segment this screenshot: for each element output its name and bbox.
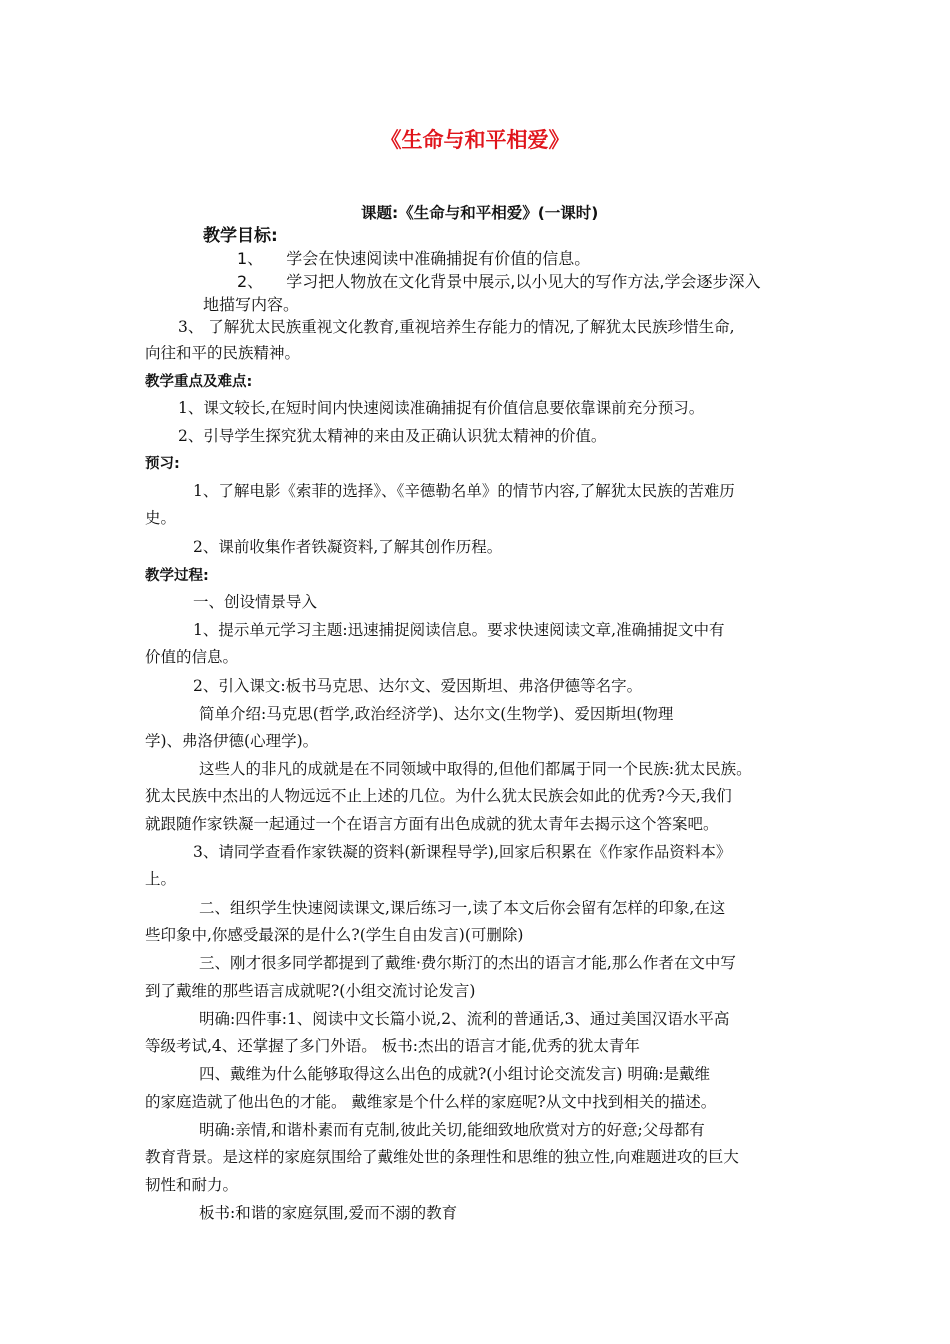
section-4-line-2: 的家庭造就了他出色的才能。 戴维家是个什么样的家庭呢?从文中找到相关的描述。 <box>145 1093 717 1111</box>
step-3-line-1: 3、请同学查看作家铁凝的资料(新课程导学),回家后积累在《作家作品资料本》 <box>193 843 732 861</box>
document-title: 《生命与和平相爱》 <box>380 128 570 152</box>
paragraph-line-3: 就跟随作家铁凝一起通过一个在语言方面有出色成就的犹太青年去揭示这个答案吧。 <box>145 815 719 833</box>
goal-1-number: 1、 <box>237 249 264 268</box>
step-1-line-2: 价值的信息。 <box>145 648 239 666</box>
section-1-heading: 一、创设情景导入 <box>193 593 318 611</box>
goal-2 <box>237 272 760 292</box>
section-2-line-2: 些印象中,你感受最深的是什么?(学生自由发言)(可删除) <box>145 926 524 944</box>
intro-line-1: 简单介绍:马克思(哲学,政治经济学)、达尔文(生物学)、爱因斯坦(物理 <box>199 705 674 723</box>
preview-heading: 预习: <box>145 456 180 472</box>
goal-2-number: 2、 <box>237 272 264 291</box>
key-points-heading: 教学重点及难点: <box>145 374 253 390</box>
goal-2-text: 学习把人物放在文化背景中展示,以小见大的写作方法,学会逐步深入 <box>286 272 761 291</box>
answer-2-line-2: 教育背景。是这样的家庭氛围给了戴维处世的条理性和思维的独立性,向难题进攻的巨大 <box>145 1148 739 1166</box>
section-3-line-2: 到了戴维的那些语言成就呢?(小组交流讨论发言) <box>145 982 476 1000</box>
preview-1-line-2: 史。 <box>145 509 177 527</box>
step-2: 2、引入课文:板书马克思、达尔文、爱因斯坦、弗洛伊德等名字。 <box>193 677 643 695</box>
answer-1-line-1: 明确:四件事:1、阅读中文长篇小说,2、流利的普通话,3、通过美国汉语水平高 <box>199 1010 730 1028</box>
answer-2-line-3: 韧性和耐力。 <box>145 1176 239 1194</box>
answer-1-line-2: 等级考试,4、还掌握了多门外语。 板书:杰出的语言才能,优秀的犹太青年 <box>145 1037 640 1055</box>
lesson-subtitle: 课题:《生命与和平相爱》(一课时) <box>361 204 599 222</box>
paragraph-line-2: 犹太民族中杰出的人物远远不止上述的几位。为什么犹太民族会如此的优秀?今天,我们 <box>145 787 732 805</box>
section-3-line-1: 三、刚才很多同学都提到了戴维·费尔斯汀的杰出的语言才能,那么作者在文中写 <box>199 954 736 972</box>
section-2-line-1: 二、组织学生快速阅读课文,课后练习一,读了本文后你会留有怎样的印象,在这 <box>199 899 726 917</box>
goal-1-text: 学会在快速阅读中准确捕捉有价值的信息。 <box>286 249 591 268</box>
goal-3-line-1: 3、 了解犹太民族重视文化教育,重视培养生存能力的情况,了解犹太民族珍惜生命, <box>178 318 735 336</box>
goal-1 <box>237 249 590 269</box>
preview-1-line-1: 1、了解电影《索菲的选择》、《辛德勒名单》的情节内容,了解犹太民族的苦难历 <box>193 482 735 500</box>
key-point-1: 1、课文较长,在短时间内快速阅读准确捕捉有价值信息要依靠课前充分预习。 <box>178 399 705 417</box>
process-heading: 教学过程: <box>145 568 209 584</box>
goal-2-continuation: 地描写内容。 <box>203 295 300 314</box>
preview-2: 2、课前收集作者铁凝资料,了解其创作历程。 <box>193 538 503 556</box>
board-note: 板书:和谐的家庭氛围,爱而不溺的教育 <box>199 1204 458 1222</box>
step-1-line-1: 1、提示单元学习主题:迅速捕捉阅读信息。要求快速阅读文章,准确捕捉文中有 <box>193 621 725 639</box>
section-4-line-1: 四、戴维为什么能够取得这么出色的成就?(小组讨论交流发言) 明确:是戴维 <box>199 1065 711 1083</box>
answer-2-line-1: 明确:亲情,和谐朴素而有克制,彼此关切,能细致地欣赏对方的好意;父母都有 <box>199 1121 705 1139</box>
paragraph-line-1: 这些人的非凡的成就是在不同领域中取得的,但他们都属于同一个民族:犹太民族。 <box>199 760 752 778</box>
key-point-2: 2、引导学生探究犹太精神的来由及正确认识犹太精神的价值。 <box>178 427 607 445</box>
intro-line-2: 学)、弗洛伊德(心理学)。 <box>145 732 319 750</box>
step-3-line-2: 上。 <box>145 870 177 888</box>
goal-3-line-2: 向往和平的民族精神。 <box>145 344 301 362</box>
goals-heading: 教学目标: <box>203 226 278 246</box>
